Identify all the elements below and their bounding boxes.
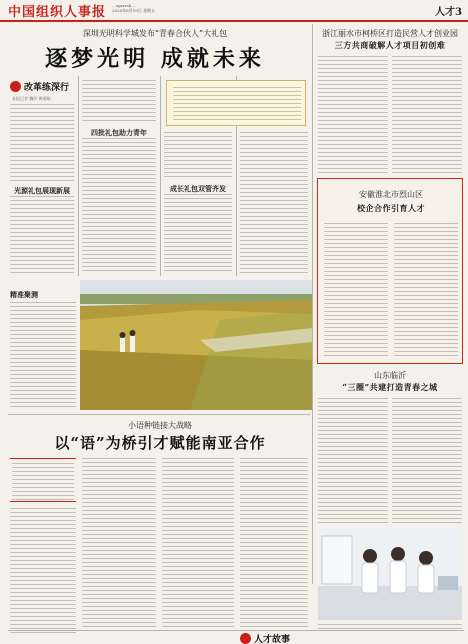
intro-highlight-box — [166, 80, 306, 126]
field-photo — [80, 280, 312, 410]
top-story-kicker: 深圳光明科学城发布“青春合伙人”大礼包 — [82, 29, 228, 38]
lower-col-2 — [82, 458, 156, 634]
middle-lower-kicker: 小语种链接大战略 — [128, 421, 192, 430]
lower-col-3 — [162, 458, 234, 634]
section-badge: 人才3 — [435, 7, 462, 18]
right-top-text-b — [392, 56, 462, 176]
column-divider — [160, 76, 161, 276]
right-top-headline: 三方共商破解人才项目初创难 — [334, 40, 446, 50]
field-photo-illustration — [80, 280, 312, 410]
section-rule — [8, 414, 310, 415]
section-label-talent-story: 人才故事 — [240, 632, 290, 644]
column-2-text-b — [82, 138, 156, 274]
left-column-text-3 — [10, 302, 76, 410]
lead-author: 本报记者 魏玲 黄翊翔 — [12, 96, 51, 101]
pull-quote-box — [10, 458, 76, 502]
column-4-text — [240, 132, 308, 276]
bullet-circle-icon — [10, 81, 21, 92]
lab-photo-illustration — [318, 526, 462, 620]
right-top-text-a — [318, 56, 388, 176]
lab-photo — [318, 526, 462, 620]
right-bottom-headline: “三圈”共建打造青春之城 — [342, 382, 438, 392]
middle-subhead-1: 四批礼包助力青年 — [91, 128, 147, 137]
newspaper-logo: 中国组织人事报 — [8, 5, 107, 20]
masthead-meta — [112, 3, 332, 13]
right-top-kicker: 浙江丽水市柯桥区打造民营人才创业园 — [322, 29, 458, 38]
column-divider — [312, 24, 313, 584]
middle-subhead-2: 成长礼包双管齐发 — [170, 184, 226, 193]
section-label-reform: 改革练深行 — [10, 80, 69, 93]
right-bottom-text-b — [392, 398, 462, 526]
red-box-text-b — [394, 223, 458, 359]
right-bottom-text-a — [318, 398, 388, 526]
top-story-headline: 逐梦光明 成就未来 — [45, 46, 265, 72]
masthead-date: 2025年8月19日 星期五 — [112, 8, 156, 13]
column-3-text — [164, 132, 232, 180]
column-3-text-b — [164, 194, 232, 274]
left-column-text — [10, 104, 74, 184]
pull-quote-text — [12, 463, 74, 503]
column-2-text — [82, 80, 156, 124]
left-column-text-2 — [10, 196, 74, 276]
column-divider — [78, 76, 79, 276]
lower-col-1 — [10, 508, 76, 636]
lower-col-4 — [240, 458, 308, 634]
red-box-headline: 校企合作引育人才 — [357, 203, 425, 213]
bullet-circle-icon — [240, 633, 251, 644]
middle-lower-headline: 以“语”为桥引才赋能南亚合作 — [54, 434, 266, 452]
left-subhead-2: 精准聚测 — [10, 290, 38, 299]
featured-story-box — [317, 178, 463, 364]
red-box-text-a — [324, 223, 388, 359]
right-bottom-kicker: 山东临沂 — [374, 371, 406, 380]
left-subhead-1: 光源礼包展现新展 — [14, 186, 70, 195]
masthead — [0, 0, 468, 22]
intro-text — [173, 87, 301, 123]
red-box-kicker: 安徽淮北市烈山区 — [359, 190, 423, 199]
footer-rule — [8, 630, 464, 631]
masthead-url: …zgzzrsb… — [112, 3, 136, 8]
